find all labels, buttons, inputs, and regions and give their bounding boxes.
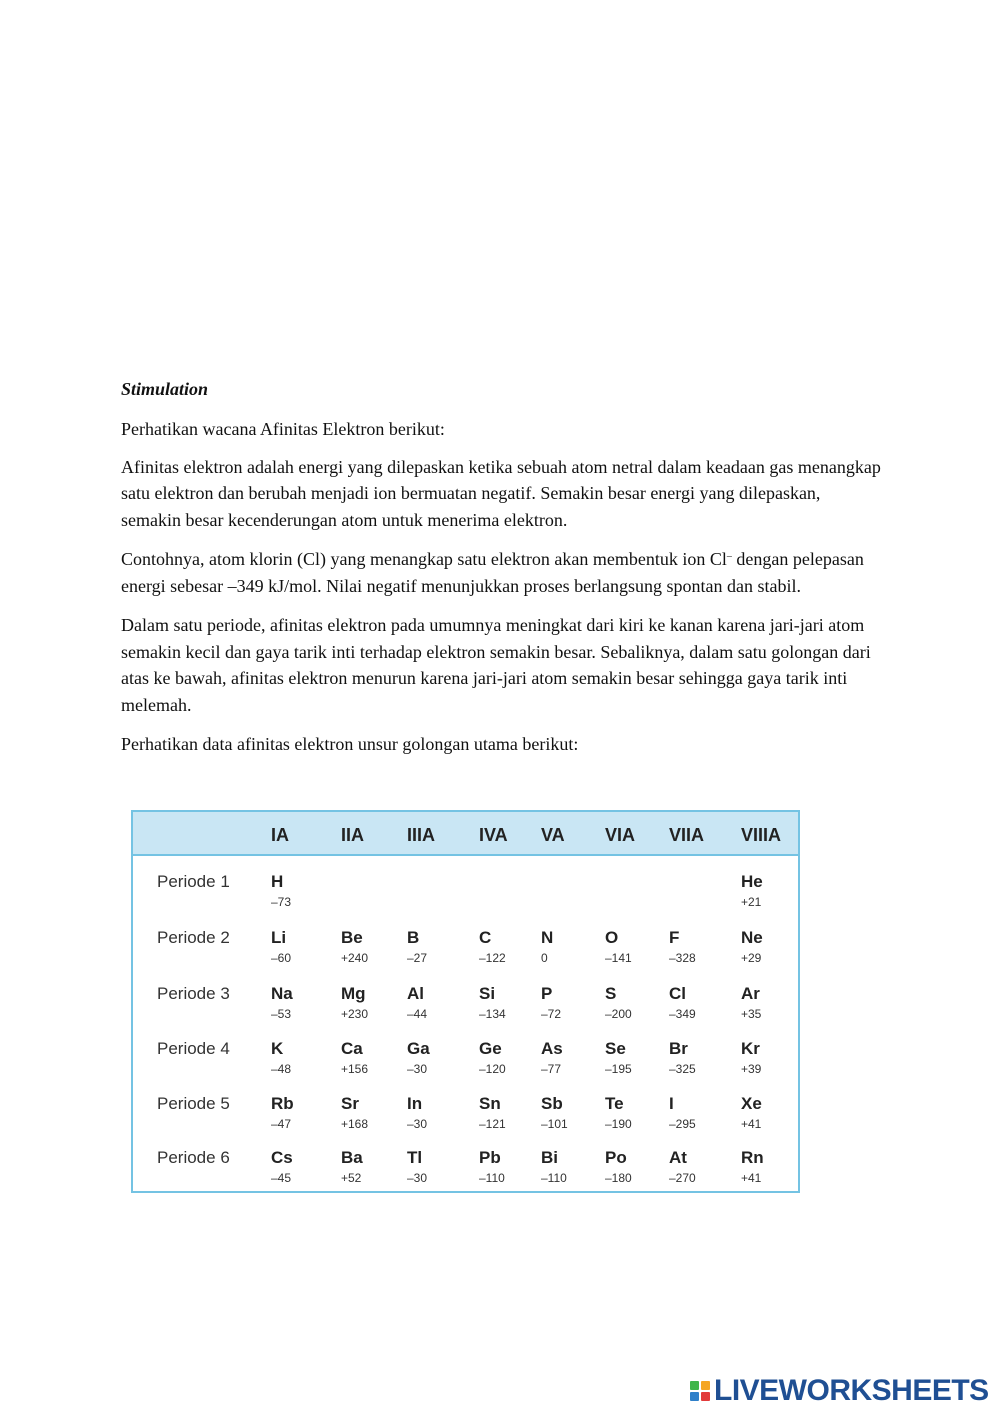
element-cell xyxy=(479,928,506,966)
affinity-value: –122 xyxy=(479,951,506,965)
affinity-value: –134 xyxy=(479,1007,506,1021)
element-cell xyxy=(541,1148,567,1186)
period-label: Periode 3 xyxy=(157,984,230,1003)
element-cell xyxy=(271,1039,291,1077)
affinity-value: –45 xyxy=(271,1171,292,1185)
affinity-value: +156 xyxy=(341,1062,369,1076)
element-symbol: I xyxy=(669,1094,674,1113)
affinity-value: –101 xyxy=(541,1117,568,1131)
element-cell xyxy=(741,928,763,966)
element-cell xyxy=(341,1094,368,1132)
document-body xyxy=(121,376,881,771)
table-row xyxy=(133,872,798,922)
affinity-value: –110 xyxy=(541,1171,567,1185)
element-cell xyxy=(605,1094,632,1132)
element-cell xyxy=(271,928,291,966)
element-symbol: Cs xyxy=(271,1148,293,1167)
element-symbol: Sn xyxy=(479,1094,501,1113)
element-cell xyxy=(541,1094,568,1132)
element-symbol: Si xyxy=(479,984,496,1003)
element-cell xyxy=(341,984,368,1022)
affinity-value: –60 xyxy=(271,951,292,965)
element-cell xyxy=(271,1148,293,1186)
affinity-value: –195 xyxy=(605,1062,632,1076)
table-row xyxy=(133,1148,798,1198)
element-cell xyxy=(407,1094,427,1132)
element-cell xyxy=(271,984,293,1022)
period-label: Periode 1 xyxy=(157,872,230,891)
element-symbol: S xyxy=(605,984,617,1003)
element-cell xyxy=(741,1148,764,1186)
group-header-via: VIA xyxy=(605,825,636,845)
affinity-value: –77 xyxy=(541,1062,562,1076)
element-cell xyxy=(407,1148,427,1186)
affinity-value: –44 xyxy=(407,1007,428,1021)
definition-paragraph: Afinitas elektron adalah energi yang dilepaskan ketika sebuah atom netral dalam keadaan gas menangkap satu elektron dan berubah menjadi ion bermuatan negatif. Semakin besar energi yang dilepaskan, semakin besar kecenderungan atom untuk menerima elektron. xyxy=(121,456,881,530)
table-row xyxy=(133,984,798,1034)
element-symbol: Se xyxy=(605,1039,626,1058)
element-cell xyxy=(669,928,696,966)
element-symbol: Sb xyxy=(541,1094,563,1113)
group-header-va: VA xyxy=(541,825,565,845)
element-cell xyxy=(669,1094,696,1132)
affinity-value: +29 xyxy=(741,951,762,965)
element-cell xyxy=(541,1039,563,1077)
element-symbol: Be xyxy=(341,928,363,947)
logo-square xyxy=(701,1392,710,1401)
element-cell xyxy=(407,984,427,1022)
element-cell xyxy=(669,1039,696,1077)
group-header-iiia: IIIA xyxy=(407,825,436,845)
affinity-value: 0 xyxy=(541,951,548,965)
element-symbol: Bi xyxy=(541,1148,558,1167)
affinity-value: –47 xyxy=(271,1117,292,1131)
liveworksheets-logo-icon xyxy=(690,1381,710,1401)
element-symbol: As xyxy=(541,1039,563,1058)
affinity-value: –121 xyxy=(479,1117,506,1131)
element-symbol: C xyxy=(479,928,492,947)
affinity-value: +41 xyxy=(741,1117,762,1131)
intro-paragraph: Perhatikan wacana Afinitas Elektron berikut: xyxy=(121,419,445,439)
element-symbol: Cl xyxy=(669,984,686,1003)
affinity-value: +168 xyxy=(341,1117,369,1131)
affinity-value: +21 xyxy=(741,895,762,909)
element-symbol: Rn xyxy=(741,1148,764,1167)
element-cell xyxy=(741,1039,761,1077)
affinity-value: –73 xyxy=(271,895,292,909)
example-paragraph xyxy=(121,546,881,599)
element-symbol: F xyxy=(669,928,680,947)
element-cell xyxy=(271,872,291,910)
example-text-1: Contohnya, atom klorin (Cl) yang menangkap satu elektron akan membentuk ion Cl xyxy=(121,549,727,569)
element-cell xyxy=(341,928,368,966)
element-cell xyxy=(541,928,553,966)
group-header-iva: IVA xyxy=(479,825,508,845)
table-row xyxy=(133,1094,798,1144)
element-symbol: Ba xyxy=(341,1148,363,1167)
element-symbol: K xyxy=(271,1039,284,1058)
element-symbol: Ga xyxy=(407,1039,430,1058)
element-symbol: Mg xyxy=(341,984,366,1003)
element-cell xyxy=(479,1039,506,1077)
affinity-value: –30 xyxy=(407,1171,428,1185)
element-cell xyxy=(669,984,696,1022)
element-symbol: O xyxy=(605,928,619,947)
group-header-ia: IA xyxy=(271,825,289,845)
element-symbol: Te xyxy=(605,1094,624,1113)
affinity-value: +39 xyxy=(741,1062,762,1076)
element-symbol: In xyxy=(407,1094,423,1113)
element-cell xyxy=(479,1094,506,1132)
logo-square xyxy=(690,1392,699,1401)
example-text-2: dengan pelepasan energi sebesar –349 kJ/mol. Nilai negatif menunjukkan proses berlangsung spontan dan stabil. xyxy=(121,549,864,596)
period-label: Periode 6 xyxy=(157,1148,230,1167)
affinity-value: –110 xyxy=(479,1171,505,1185)
element-symbol: Tl xyxy=(407,1148,423,1167)
element-cell xyxy=(341,1148,363,1186)
affinity-value: +240 xyxy=(341,951,369,965)
element-cell xyxy=(741,1094,762,1132)
period-label: Periode 2 xyxy=(157,928,230,947)
affinity-value: –141 xyxy=(605,951,632,965)
element-cell xyxy=(407,1039,430,1077)
element-cell xyxy=(271,1094,294,1132)
element-symbol: Po xyxy=(605,1148,627,1167)
element-cell xyxy=(741,984,761,1022)
element-symbol: Pb xyxy=(479,1148,501,1167)
element-symbol: Ge xyxy=(479,1039,502,1058)
table-row xyxy=(133,1039,798,1089)
table-intro-paragraph: Perhatikan data afinitas elektron unsur golongan utama berikut: xyxy=(121,734,579,754)
element-cell xyxy=(541,984,561,1022)
affinity-value: –180 xyxy=(605,1171,632,1185)
element-symbol: Na xyxy=(271,984,293,1003)
affinity-value: –53 xyxy=(271,1007,292,1021)
element-cell xyxy=(669,1148,696,1186)
table-row xyxy=(133,928,798,978)
element-cell xyxy=(605,1148,632,1186)
element-cell xyxy=(605,984,632,1022)
element-symbol: B xyxy=(407,928,420,947)
element-symbol: Li xyxy=(271,928,287,947)
affinity-value: –30 xyxy=(407,1117,428,1131)
affinity-value: –72 xyxy=(541,1007,562,1021)
affinity-value: –190 xyxy=(605,1117,632,1131)
element-symbol: P xyxy=(541,984,553,1003)
group-header-iia: IIA xyxy=(341,825,365,845)
affinity-value: –27 xyxy=(407,951,428,965)
element-cell xyxy=(605,928,632,966)
logo-square xyxy=(701,1381,710,1390)
element-symbol: Ar xyxy=(741,984,760,1003)
element-cell xyxy=(341,1039,368,1077)
charge-superscript: – xyxy=(726,551,732,562)
element-symbol: Rb xyxy=(271,1094,294,1113)
logo-square xyxy=(690,1381,699,1390)
element-cell xyxy=(741,872,763,910)
element-symbol: H xyxy=(271,872,284,891)
element-symbol: Xe xyxy=(741,1094,762,1113)
affinity-value: +41 xyxy=(741,1171,762,1185)
affinity-value: –270 xyxy=(669,1171,696,1185)
trend-paragraph: Dalam satu periode, afinitas elektron pada umumnya meningkat dari kiri ke kanan karena jari-jari atom semakin kecil dan gaya tarik inti terhadap elektron semakin besar. Sebaliknya, dalam satu golongan dari atas ke bawah, afinitas elektron menurun karena jari-jari atom semakin besar sehingga gaya tarik inti melemah. xyxy=(121,615,871,715)
element-symbol: Al xyxy=(407,984,424,1003)
element-symbol: Kr xyxy=(741,1039,760,1058)
element-cell xyxy=(479,984,506,1022)
affinity-value: –30 xyxy=(407,1062,428,1076)
element-symbol: Br xyxy=(669,1039,688,1058)
group-header-viia: VIIA xyxy=(669,825,705,845)
affinity-value: +230 xyxy=(341,1007,369,1021)
affinity-value: –325 xyxy=(669,1062,696,1076)
affinity-value: +52 xyxy=(341,1171,362,1185)
affinity-value: –295 xyxy=(669,1117,696,1131)
affinity-value: –349 xyxy=(669,1007,696,1021)
group-header-viiia: VIIIA xyxy=(741,825,782,845)
electron-affinity-table xyxy=(131,810,800,1193)
period-label: Periode 4 xyxy=(157,1039,230,1058)
element-cell xyxy=(479,1148,505,1186)
period-label: Periode 5 xyxy=(157,1094,230,1113)
affinity-value: –48 xyxy=(271,1062,292,1076)
element-symbol: At xyxy=(669,1148,687,1167)
element-symbol: Sr xyxy=(341,1094,359,1113)
logo-text: LIVEWORKSHEETS xyxy=(714,1374,989,1407)
affinity-value: –120 xyxy=(479,1062,506,1076)
affinity-value: +35 xyxy=(741,1007,762,1021)
element-symbol: Ne xyxy=(741,928,763,947)
affinity-value: –328 xyxy=(669,951,696,965)
element-symbol: He xyxy=(741,872,763,891)
section-heading: Stimulation xyxy=(121,379,209,399)
affinity-value: –200 xyxy=(605,1007,632,1021)
table-header-row xyxy=(133,812,798,856)
element-symbol: Ca xyxy=(341,1039,363,1058)
element-cell xyxy=(407,928,427,966)
liveworksheets-logo xyxy=(690,1374,989,1408)
element-symbol: N xyxy=(541,928,554,947)
element-cell xyxy=(605,1039,632,1077)
